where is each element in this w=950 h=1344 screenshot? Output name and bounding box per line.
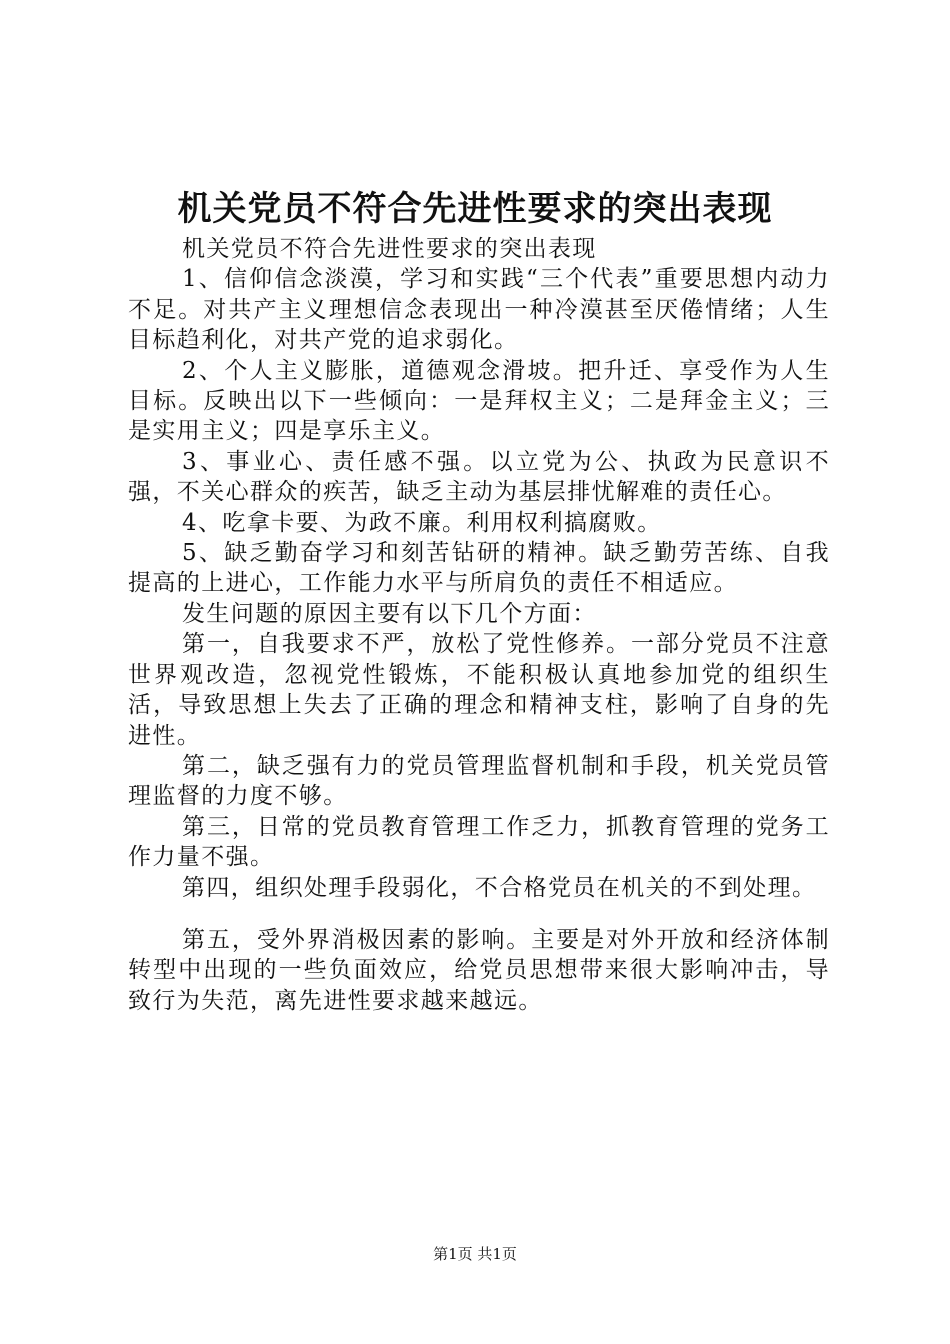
document-title: 机关党员不符合先进性要求的突出表现 (177, 189, 773, 229)
paragraph-item-1: 1、信仰信念淡漠，学习和实践“三个代表”重要思想内动力不足。对共产主义理想信念表现出一种冷漠甚至厌倦情绪；人生目标趋利化，对共产党的追求弱化。 (128, 266, 830, 354)
paragraph-item-3: 3、事业心、责任感不强。以立党为公、执政为民意识不强，不关心群众的疾苦，缺乏主动为基层排忧解难的责任心。 (128, 448, 830, 506)
paragraph-causes-intro: 发生问题的原因主要有以下几个方面： (182, 600, 597, 627)
paragraph-cause-4: 第四，组织处理手段弱化，不合格党员在机关的不到处理。 (182, 874, 817, 901)
page-footer: 第1页 共1页 (433, 1245, 517, 1263)
paragraph-cause-5: 第五，受外界消极因素的影响。主要是对外开放和经济体制转型中出现的一些负面效应，给党员思想带来很大影响冲击，导致行为失范，离先进性要求越来越远。 (128, 926, 830, 1014)
paragraph-cause-1: 第一，自我要求不严，放松了党性修养。一部分党员不注意世界观改造，忽视党性锻炼，不能积极认真地参加党的组织生活，导致思想上失去了正确的理念和精神支柱，影响了自身的先进性。 (128, 631, 830, 749)
paragraph-item-2: 2、个人主义膨胀，道德观念滑坡。把升迁、享受作为人生目标。反映出以下一些倾向：一是拜权主义；二是拜金主义；三是实用主义；四是享乐主义。 (128, 357, 830, 445)
paragraph-cause-2: 第二，缺乏强有力的党员管理监督机制和手段，机关党员管理监督的力度不够。 (128, 752, 830, 810)
paragraph-item-4: 4、吃拿卡要、为政不廉。利用权利搞腐败。 (182, 509, 662, 536)
document-body (128, 234, 830, 1016)
paragraph-subtitle: 机关党员不符合先进性要求的突出表现 (182, 236, 597, 262)
paragraph-cause-3: 第三，日常的党员教育管理工作乏力，抓教育管理的党务工作力量不强。 (128, 813, 830, 871)
paragraph-item-5: 5、缺乏勤奋学习和刻苦钻研的精神。缺乏勤劳苦练、自我提高的上进心，工作能力水平与所肩负的责任不相适应。 (128, 540, 830, 597)
